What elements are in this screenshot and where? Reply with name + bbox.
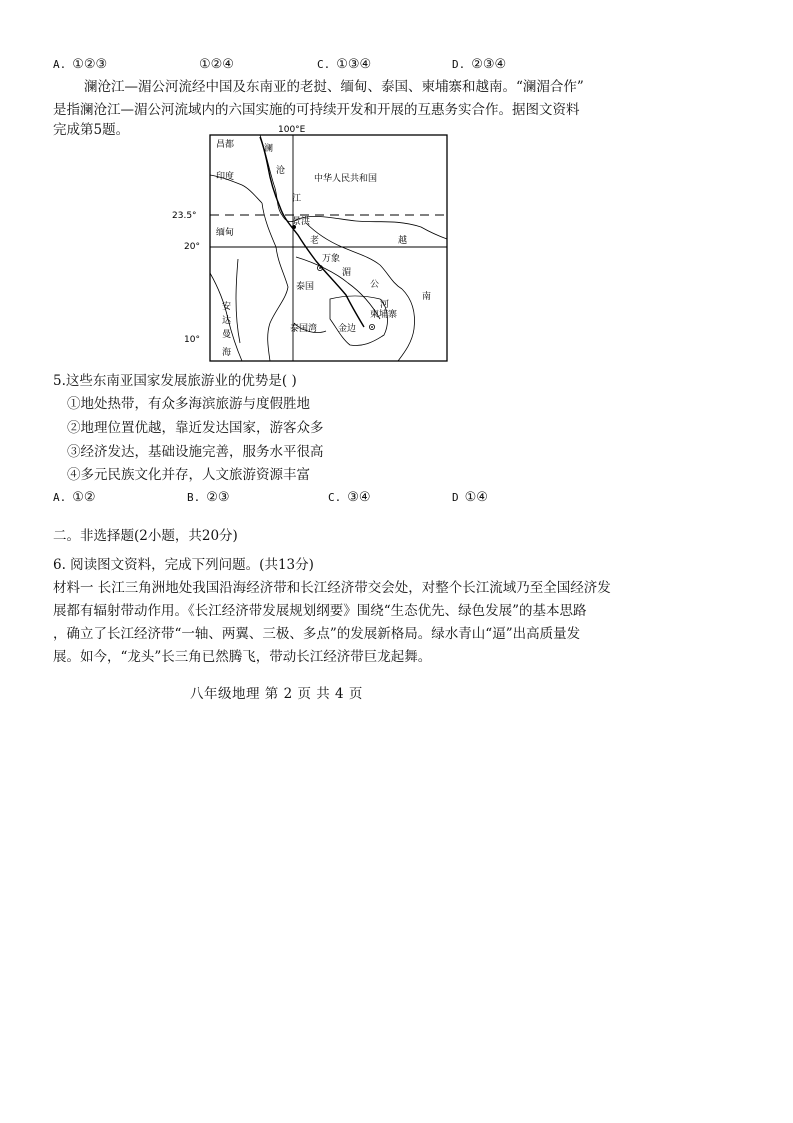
label-india: 印度 [216,172,235,182]
label-cang: 沧 [276,166,286,176]
label-lan: 澜 [264,144,274,154]
option-text: ①④ [464,490,488,505]
q5-option-d [452,489,488,507]
label-lao: 老 [310,236,320,246]
q5-option-b [187,489,230,507]
q5-statement-1: ①地处热带，有众多海滨旅游与度假胜地 [67,396,310,412]
q5-statement-4: ④多元民族文化并存，人文旅游资源丰富 [67,467,310,483]
label-china: 中华人民共和国 [314,174,378,184]
intro-line-3: 完成第5题。 [53,122,130,138]
q5-statement-2: ②地理位置优越，靠近发达国家，游客众多 [67,420,324,436]
label-gong: 公 [370,280,380,290]
q6-material-line-3: ，确立了长江经济带“一轴、两翼、三极、多点”的发展新格局。绿水青山“逼”出高质量发 [53,626,581,642]
map-frame [210,135,447,361]
option-text: ②③④ [471,57,507,72]
label-man: 曼 [222,330,232,340]
label-jinghong: 景洪 [292,217,311,227]
option-letter: D [452,491,459,504]
option-letter: D. [452,58,466,71]
lon-label: 100°E [278,125,306,135]
option-text: ①②③ [72,57,108,72]
label-nan: 南 [422,292,432,302]
option-letter: A. [53,58,67,71]
option-text: ③④ [347,490,371,505]
intro-line-2: 是指澜沧江—湄公河流域内的六国实施的可持续开发和开展的互惠务实合作。据图文资料 [53,102,580,118]
label-myanmar: 缅甸 [216,228,235,238]
label-cambodia: 柬埔寨 [370,310,398,320]
mekong-map [166,123,456,365]
section-2-heading: 二。非选择题(2小题，共20分) [53,528,238,544]
q6-material-line-2: 展都有辐射带动作用。《长江经济带发展规划纲要》围绕“生态优先、绿色发展”的基本思路 [53,603,587,619]
vientiane-dot [319,267,321,269]
option-letter: C. [317,58,331,71]
q4-option-b [199,56,234,74]
q5-stem: 5.这些东南亚国家发展旅游业的优势是( ) [53,373,297,389]
country-borders [210,135,447,361]
q6-stem: 6. 阅读图文资料，完成下列问题。(共13分) [53,557,314,573]
label-an: 安 [222,302,232,312]
page-footer: 八年级地理 第 2 页 共 4 页 [190,686,363,702]
label-yue: 越 [398,236,408,246]
option-text: ②③ [206,490,230,505]
option-letter: A. [53,491,67,504]
q5-option-c [328,489,371,507]
option-letter: B. [187,491,201,504]
q4-option-d [452,56,506,74]
label-hai: 海 [222,348,232,358]
lat-label-23: 23.5° [172,211,197,221]
option-letter: C. [328,491,342,504]
lat-label-20: 20° [184,242,200,252]
intro-line-1: 澜沧江—湄公河流经中国及东南亚的老挝、缅甸、泰国、柬埔寨和越南。“澜湄合作” [84,79,584,95]
label-da: 达 [222,316,232,326]
label-he: 河 [380,300,390,310]
q4-option-a [53,56,107,74]
q6-material-line-1: 材料一 长江三角洲地处我国沿海经济带和长江经济带交会处，对整个长江流域乃至全国经济发 [53,580,611,596]
q5-option-a [53,489,96,507]
option-text: ①②④ [199,57,234,72]
q6-material-line-4: 展。如今，“龙头”长三角已然腾飞，带动长江经济带巨龙起舞。 [53,649,432,665]
lat-label-10: 10° [184,335,200,345]
q4-option-c [317,56,371,74]
label-changdu: 昌都 [216,140,235,150]
label-gulf: 泰国湾 [290,324,318,334]
option-text: ①③④ [336,57,372,72]
label-vientiane: 万象 [322,254,341,264]
option-text: ①② [72,490,96,505]
phnompenh-dot [371,326,373,328]
label-mei: 湄 [342,268,352,278]
q5-statement-3: ③经济发达，基础设施完善，服务水平很高 [67,444,324,460]
label-jiang: 江 [292,194,302,204]
label-phnompenh: 金边 [338,324,357,334]
label-thailand: 泰国 [296,282,315,292]
